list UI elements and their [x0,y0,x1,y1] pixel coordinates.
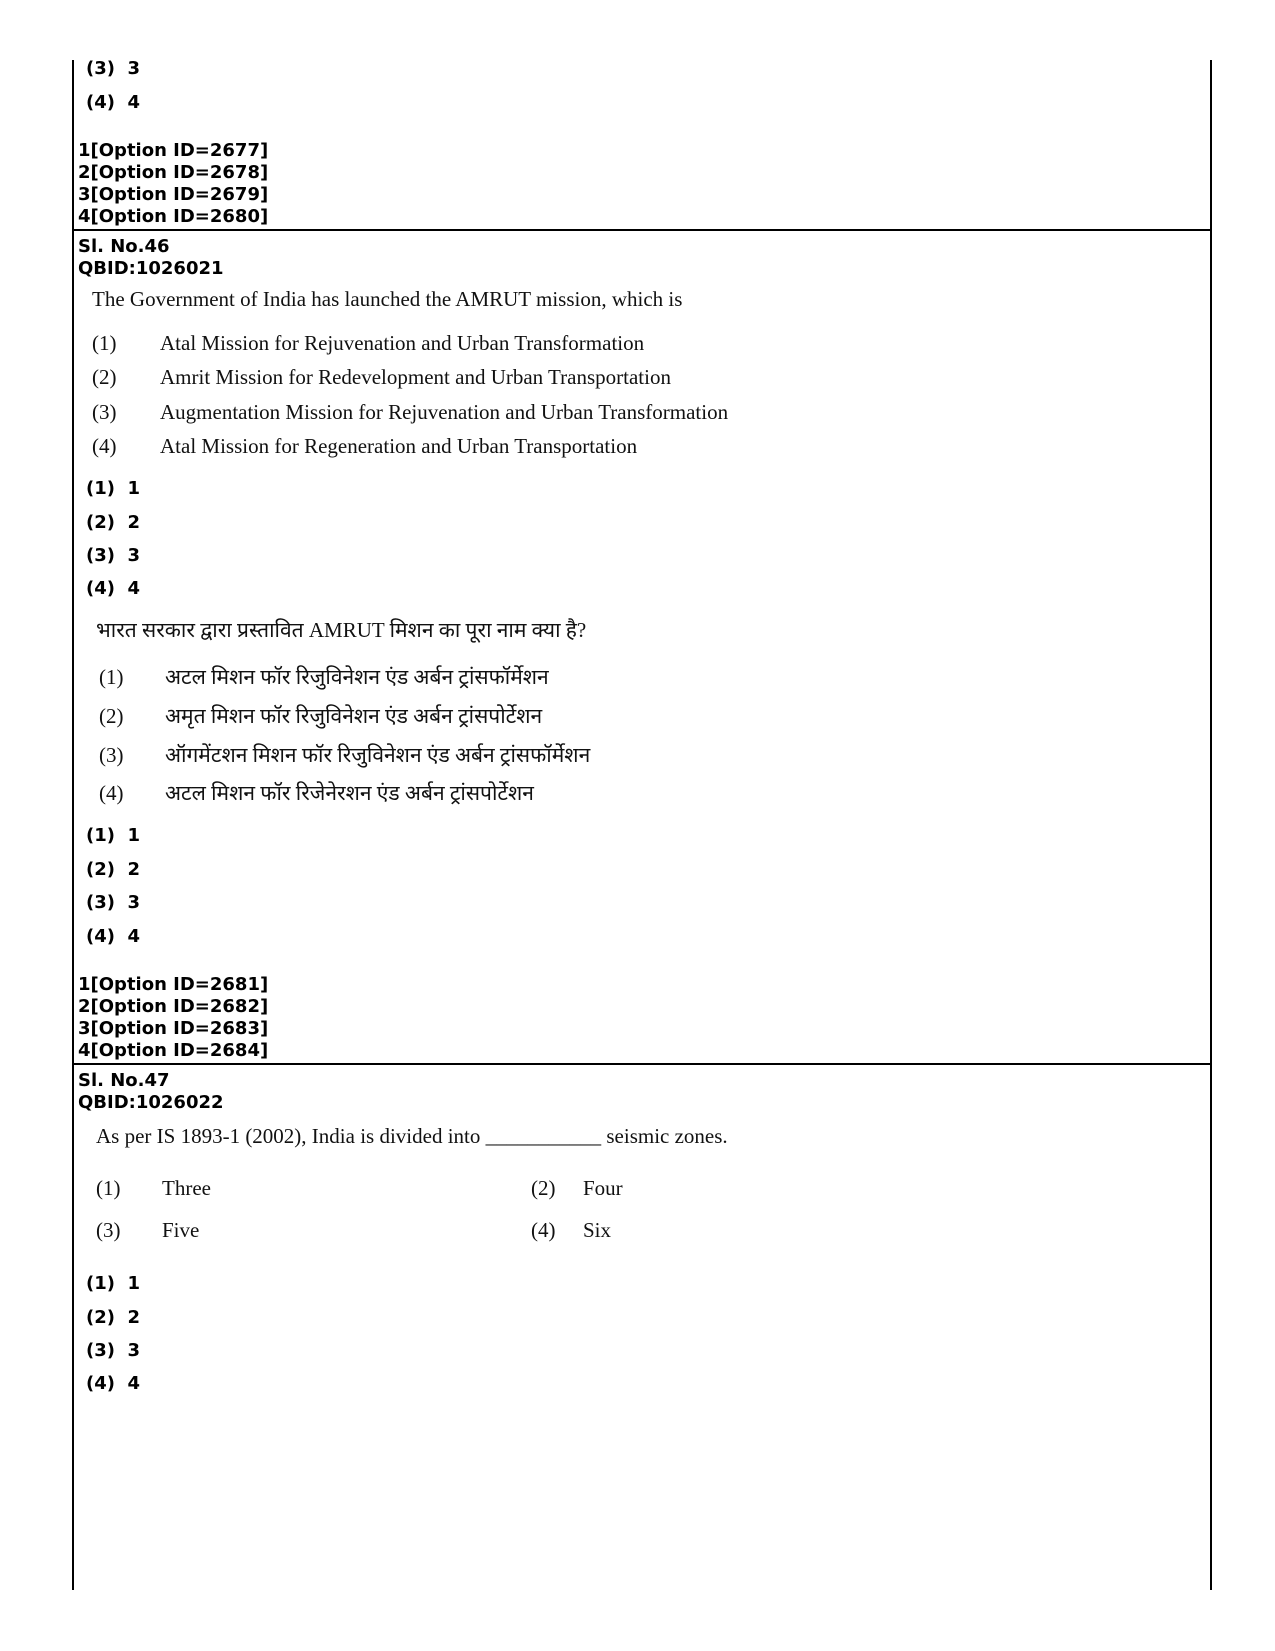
answer-row: (1) 1 [86,1273,141,1294]
option-id: 3[Option ID=2679] [78,184,269,205]
answer-row: (2) 2 [86,512,141,533]
question-text: As per IS 1893-1 (2002), India is divided into ___________ seismic zones. [96,1124,728,1148]
answer-row: (3) 3 [86,892,141,913]
option-row: (2) Amrit Mission for Redevelopment and Urban Transportation [92,365,671,389]
question-text-hindi: भारत सरकार द्वारा प्रस्तावित AMRUT मिशन का पूरा नाम क्या है? [96,618,587,642]
answer-row: (1) 1 [86,825,141,846]
option-id: 1[Option ID=2677] [78,140,269,161]
option-row: (3) Five [96,1218,200,1242]
option-id-list [78,140,268,228]
answer-row: (1) 1 [86,478,141,499]
answer-row: (4) 4 [86,578,141,599]
option-row: (4) Six [531,1218,612,1242]
answer-row: (3) 3 [86,545,141,566]
serial-number: Sl. No.47 [78,1070,170,1091]
answer-row: (2) 2 [86,1307,141,1328]
section-divider [72,229,1212,231]
qbid: QBID:1026022 [78,1092,224,1113]
option-id: 2[Option ID=2682] [78,996,269,1017]
answer-blank: ___________ [485,1124,602,1148]
option-row: (1) Three [96,1176,211,1200]
answer-row: (4) 4 [86,92,141,113]
answer-row: (2) 2 [86,859,141,880]
option-row-hindi: (4) अटल मिशन फॉर रिजेनेरशन एंड अर्बन ट्रांसपोर्टेशन [99,781,534,805]
option-row-hindi: (2) अमृत मिशन फॉर रिजुविनेशन एंड अर्बन ट्रांसपोर्टेशन [99,704,543,728]
section-divider [72,1063,1212,1065]
option-id: 1[Option ID=2681] [78,974,269,995]
option-row: (4) Atal Mission for Regeneration and Urban Transportation [92,434,638,458]
option-id: 4[Option ID=2684] [78,1040,269,1061]
question-meta [78,1070,224,1114]
option-id: 2[Option ID=2678] [78,162,269,183]
serial-number: Sl. No.46 [78,236,170,257]
option-id: 4[Option ID=2680] [78,206,269,227]
option-row-hindi: (1) अटल मिशन फॉर रिजुविनेशन एंड अर्बन ट्रांसफॉर्मेशन [99,665,549,689]
answer-row: (4) 4 [86,1373,141,1394]
answer-row: (3) 3 [86,1340,141,1361]
option-id-list [78,974,268,1062]
option-row-hindi: (3) ऑगमेंटशन मिशन फॉर रिजुविनेशन एंड अर्बन ट्रांसफॉर्मेशन [99,743,591,767]
option-id: 3[Option ID=2683] [78,1018,269,1039]
option-row: (3) Augmentation Mission for Rejuvenation and Urban Transformation [92,400,729,424]
answer-row: (3) 3 [86,58,141,79]
option-row: (1) Atal Mission for Rejuvenation and Urban Transformation [92,331,645,355]
answer-row: (4) 4 [86,926,141,947]
question-text: The Government of India has launched the AMRUT mission, which is [92,287,683,311]
question-meta [78,236,224,280]
option-row: (2) Four [531,1176,623,1200]
qbid: QBID:1026021 [78,258,224,279]
